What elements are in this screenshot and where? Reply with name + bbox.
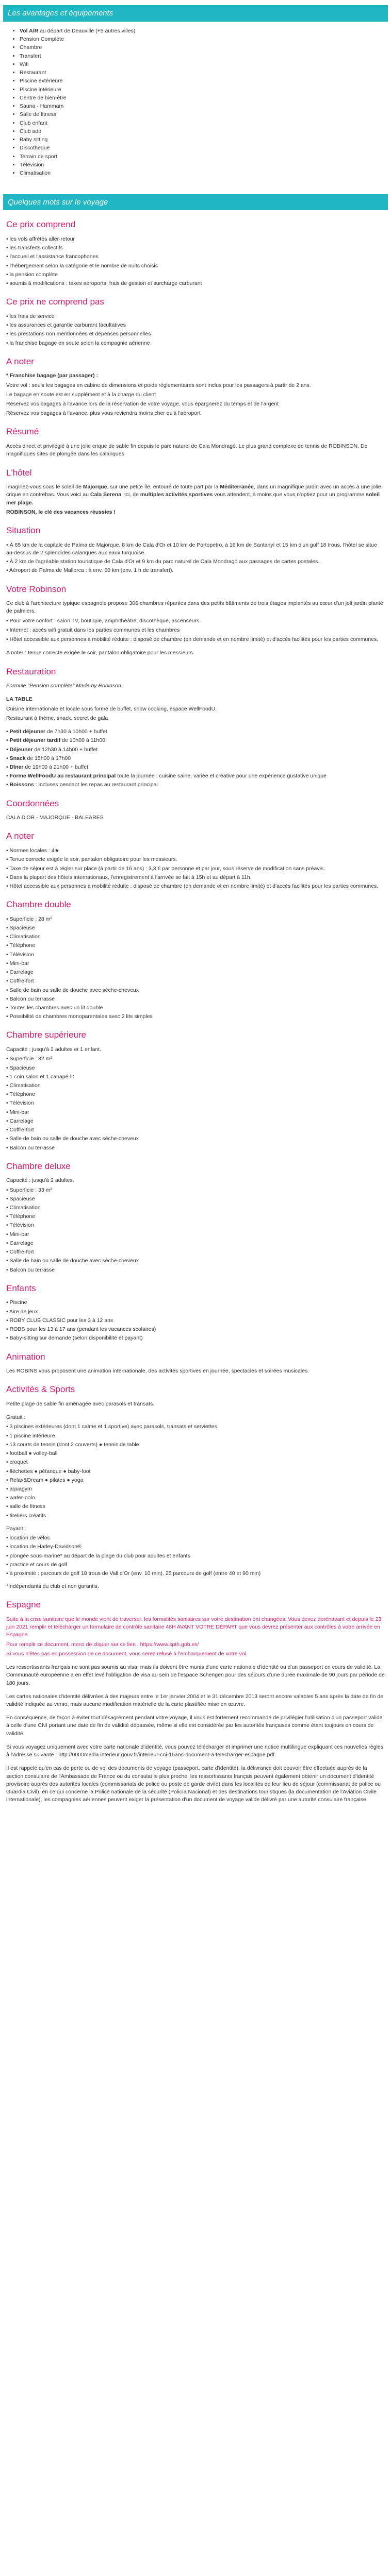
list-item: • tireliers créatifs — [6, 1512, 46, 1519]
amenity-item: • Wifi — [20, 60, 388, 69]
list-item: • Coffre-fort — [6, 1249, 34, 1256]
amenity-item: • Restaurant — [20, 69, 388, 77]
list-item: • Dans la plupart des hôtels internationaux, l'enregistrement à l'arrivée se fait à 15h et au départ à 11h. — [6, 874, 252, 880]
amenity-item: • Chambre — [20, 43, 388, 52]
list-item: • Salle de bain ou salle de douche avec sèche-cheveux — [6, 987, 139, 993]
list-item: • Télévision — [6, 1100, 34, 1107]
meal-item: • Petit déjeuner tardif de 10h00 à 11h00 — [6, 737, 106, 744]
meal-item: • Forme WellFoodU au restaurant principal toute la journée : cuisine saine, variée et créative pour une expérience gustative unique — [6, 773, 327, 779]
list-item: • Climatisation — [6, 934, 41, 940]
coordonnees-text: CALA D'OR - MAJORQUE - BALEARES — [6, 815, 104, 821]
list-item: • À 65 km de la capitale de Palma de Majorque, 8 km de Cala d'Or et 10 km de Portopetro, à 16 km de Santanyí et 15 km d'un golf 18 trous, l'hôtel se situe au-dessus de 2 splendides calanques aux eaux turquoise. — [6, 541, 377, 556]
list-item: • Coffre-fort — [6, 1127, 34, 1133]
section-title-espagne: Espagne — [6, 1600, 41, 1610]
section-title-animation: Animation — [6, 1351, 45, 1362]
list-item: • Spacieuse — [6, 925, 35, 931]
list-item: • location de vélos — [6, 1535, 50, 1541]
list-item: • À 2 km de l'agréable station touristique de Cala d'Or et 9 km du parc naturel de Cala Mondragó aux passages de cartes postales. — [6, 558, 320, 565]
list-item: • croquet — [6, 1459, 28, 1466]
list-item: • plongée sous-marine* au départ de la plage du club pour adultes et enfants — [6, 1552, 190, 1559]
meal-item: • Boissons : incluses pendant les repas au restaurant principal — [6, 782, 158, 788]
amenity-item: • Club enfant — [20, 119, 388, 127]
amenity-item: • Transfert — [20, 52, 388, 60]
list-item: • les prestations non mentionnées et dépenses personnelles — [6, 331, 151, 337]
chambre-deluxe-list: Capacité : jusqu'à 2 adultes. • Superficie : 33 m² • Spacieuse • Climatisation • Téléphone • Télévision • Mini-bar • Carrelage • Coffre-fort • Salle de bain ou salle de douche avec sèche-cheveux • Balcon ou terrasse — [3, 1177, 388, 1274]
section-title-situation: Situation — [6, 526, 41, 536]
list-item: • Normes locales : 4★ — [6, 848, 59, 854]
amenity-item: • Club ado — [20, 127, 388, 135]
amenity-item: • Piscine intérieure — [20, 86, 388, 94]
chambre-double-list — [3, 916, 388, 1021]
amenity-item: • Terrain de sport — [20, 152, 388, 161]
list-item: • Tenue correcte exigée le soir, pantalon obligatoire pour les messieurs. — [6, 856, 177, 863]
meal-item: • Petit déjeuner de 7h30 à 10h00 + buffet — [6, 728, 107, 735]
chambre-superieure-list: Capacité : jusqu'à 2 adultes et 1 enfant. • Superficie : 32 m² • Spacieuse • 1 coin salon et 1 canapé-lit • Climatisation • Téléphone • Télévision • Mini-bar • Carrelage • Coffre-fort • Salle de bain ou salle de douche avec sèche-cheveux • Balcon ou terrasse — [3, 1046, 388, 1152]
list-item: • Téléphone — [6, 1091, 36, 1098]
list-item: • water-polo — [6, 1495, 35, 1501]
list-item: • 13 courts de tennis (dont 2 couverts) ● tennis de table — [6, 1441, 139, 1448]
restauration-text: Formule "Pension complète" Made by Robinson LA TABLE Cuisine internationale et locale sous forme de buffet, show cooking, espace WellFoodU. Restaurant à thème, snack, secret de gala • Petit déjeuner de 7h30 à 10h00 + buffet • Petit déjeuner tardif de 10h00 à 11h00 • Déjeuner de 12h30 à 14h00 + buffet • Snack de 15h00 à 17h00 • Dîner de 19h00 à 21h00 + buffet • Forme WellFoodU au restaurant principal toute la journée : cuisine saine, variée et créative pour une expérience gustative unique • Boissons : incluses pendant les repas au restaurant principal — [3, 682, 388, 789]
list-item: • Hôtel accessible aux personnes à mobilité réduite : disposé de chambre (en demande et en nombre limité) et d'accès facilités pour les parties communes. — [6, 883, 379, 889]
list-item: • fléchettes ● pétanque ● baby-foot — [6, 1468, 91, 1475]
list-item: • Téléphone — [6, 942, 36, 949]
franchise-bagage-label: * Franchise bagage (par passager) : — [6, 372, 98, 379]
list-item: • 1 coin salon et 1 canapé-lit — [6, 1073, 74, 1080]
list-item: • soumis à modifications : taxes aéroports, frais de gestion et surcharge carburant — [6, 280, 202, 287]
list-item: • Carrelage — [6, 1240, 34, 1246]
list-item: • Salle de bain ou salle de douche avec sèche-cheveux — [6, 1136, 139, 1142]
animation-text: Les ROBINS vous proposent une animation internationale, des activités sportives en journée, spectacles et soirées musicales. — [6, 1368, 309, 1375]
a-noter-bagage — [3, 372, 388, 417]
paragraph: Le bagage en soute est en supplément et à la charge du client — [6, 391, 156, 398]
list-item: • Baby-sitting sur demande (selon disponibilité et payant) — [6, 1335, 143, 1342]
a-noter-list — [3, 847, 388, 890]
sanitary-link[interactable]: Pour remplir ce document, merci de cliquer sur ce lien : https://www.spth.gob.es/ — [6, 1641, 199, 1648]
meal-item: • Snack de 15h00 à 17h00 — [6, 755, 71, 761]
list-item: • les frais de service — [6, 313, 55, 319]
list-item: • Balcon ou terrasse — [6, 1266, 55, 1273]
list-item: • Piscine — [6, 1299, 27, 1306]
section-title-activites: Activités & Sports — [6, 1384, 75, 1395]
espagne-text: Suite à la crise sanitaire que le monde vient de traverser, les formalités sanitaires sur votre destination ont changées. Vous devez dorénavant et depuis le 23 juin 2021 remplir et télécharger un formulaire de contrôle sanitaire 48H AVANT VOTRE DÉPART que vous devrez présenter aux contrôles à votre arrivée en Espagne. Pour remplir ce document, merci de cliquer sur ce lien : https://www.spth.gob.es/ Si vous n'êtes pas en possession de ce document, vous serez refusé à l'embarquement de votre vol. Les ressortissants français ne sont pas soumis au visa, mais ils doivent être munis d'une carte nationale d'identité ou d'un passeport en cours de validité. La Communauté européenne a en effet levé l'obligation de visa au sein de l'espace Schengen pour des séjours d'une durée maximale de 90 jours par période de 180 jours. Les cartes nationales d'identité délivrées à des majeurs entre le 1er janvier 2004 et le 31 décembre 2013 seront encore valables 5 ans après la date de fin de validité indiquée au verso, mais aucune modification matérielle de la carte plastifiée mise en œuvre. En conséquence, de façon à éviter tout désagrément pendant votre voyage, il vous est fortement recommandé de privilégier l'utilisation d'un passeport valide à celle d'une CNI portant une date de fin de validité dépassée, même si elle est considérée par les autorités françaises comme étant toujours en cours de validité. Si vous voyagez uniquement avec votre carte nationale d'identité, vous pouvez télécharger et imprimer une notice multilingue expliquant ces nouvelles règles à l'adresse suivante : http://0000media.interieur.gouv.fr/interieur-cni-15ans-document-a-telecharger-espagne.pdf Il est rappelé qu'en cas de perte ou de vol des documents de voyage (passeport, carte d'identité), la délivrance doit pouvoir être effectuée auprès de la section consulaire de l'Ambassade de France ou du consulat le plus proche, les ressortissants français peuvent également obtenir un document d'identité provisoire auprès des autorités locales (commissariats de police ou poste de garde civile) dans les localités de leur lieu de séjour (commissariat de police ou Guardia Civil), en ce qui concerne la Police nationale de la sécurité (Policía Nacional) et des destinations touristiques (la documentation de l'Aviation Civile internationale), les compagnies aériennes peuvent exiger la présentation d'un document de voyage valide délivré par une autorité consulaire française. — [6, 1616, 385, 1803]
list-item: • Relax&Dream ● pilates ● yoga — [6, 1477, 84, 1483]
section-title-a-noter-2: A noter — [6, 831, 34, 841]
list-item: • l'accueil et l'assistance francophones — [6, 253, 99, 260]
amenities-list — [3, 22, 388, 183]
amenity-item: • Piscine extérieure — [20, 77, 388, 85]
list-item: • Mini-bar — [6, 960, 29, 967]
list-item: • Aéroport de Palma de Mallorca : à env. 60 km (env. 1 h de transfert). — [6, 567, 174, 574]
list-item: • Balcon ou terrasse — [6, 1144, 55, 1151]
list-item: • ROBS pour les 13 à 17 ans (pendant les vacances scolaires) — [6, 1326, 156, 1333]
list-item: • ROBY CLUB CLASSIC pour les 3 à 12 ans — [6, 1317, 113, 1324]
resume-text: Accès direct et privilégié à une jolie crique de sable fin depuis le parc naturel de Cala Mondragó. Le plus grand complexe de tennis de ROBINSON. De magnifiques sites de plongée dans les calanques — [6, 443, 368, 457]
paragraph: Réservez vos bagages à l'avance lors de la réservation de votre voyage, vous épargnerez du temps et de l'argent — [6, 401, 279, 408]
trip-info-banner: Quelques mots sur le voyage — [3, 194, 388, 211]
section-title-coordonnees: Coordonnées — [6, 798, 59, 808]
meal-item: • Dîner de 19h00 à 21h00 + buffet — [6, 764, 89, 770]
list-item: • location de Harley-Davidson® — [6, 1544, 82, 1550]
list-item: • Mini-bar — [6, 1109, 29, 1115]
paragraph: Réservez vos bagages à l'avance, plus vous reviendra moins cher qu'à l'aéroport — [6, 410, 201, 417]
list-item: • 1 piscine intérieure — [6, 1432, 55, 1439]
ne-comprend-pas-list — [3, 313, 388, 347]
list-item: • Spacieuse — [6, 1195, 35, 1202]
section-title-ne-comprend-pas: Ce prix ne comprend pas — [6, 297, 104, 307]
section-title-chambre-superieure: Chambre supérieure — [6, 1030, 86, 1040]
list-item: • les vols affrétés aller-retour — [6, 235, 75, 242]
list-item: • football ● volley-ball — [6, 1450, 58, 1457]
list-item: • Carrelage — [6, 1117, 34, 1124]
list-item: • Climatisation — [6, 1205, 41, 1211]
list-item: • aquagym — [6, 1485, 32, 1492]
meal-item: • Déjeuner de 12h30 à 14h00 + buffet — [6, 746, 98, 753]
section-title-ce-prix-comprend: Ce prix comprend — [6, 219, 76, 230]
section-title-chambre-double: Chambre double — [6, 900, 71, 910]
amenity-item: • Climatisation — [20, 169, 388, 177]
ce-prix-comprend-list — [3, 235, 388, 287]
list-item: • les assurances et garantie carburant facultatives — [6, 322, 126, 329]
list-item: • Aire de jeux — [6, 1308, 38, 1315]
amenity-item: • Salle de fitness — [20, 110, 388, 118]
list-item: • Coffre-fort — [6, 978, 34, 985]
section-title-resume: Résumé — [6, 427, 39, 437]
list-item: • Téléphone — [6, 1213, 36, 1220]
list-item: • Superficie : 28 m² — [6, 916, 52, 922]
list-item: • 3 piscines extérieures (dont 1 calme et 1 sportive) avec parasols, transats et serviettes — [6, 1423, 217, 1430]
amenity-item: • Vol A/R au départ de Deauville (+5 autres villes) — [20, 27, 388, 35]
list-item: • Possibilité de chambres monoparentales avec 2 lits simples — [6, 1013, 153, 1020]
list-item: • l'hébergement selon la catégorie et le nombre de nuits choisis — [6, 262, 158, 269]
list-item: • Balcon ou terrasse — [6, 995, 55, 1002]
list-item: • Taxe de séjour est à régler sur place (à partir de 16 ans) : 3,3 € par personne et par jour, sous réserve de modification sans préavis. — [6, 865, 325, 872]
sanitary-notice: Suite à la crise sanitaire que le monde vient de traverser, les formalités sanitaires sur votre destination ont changées. Vous devez dorénavant et depuis le 23 juin 2021 remplir et télécharger un formulaire de contrôle sanitaire 48H AVANT VOTRE DÉPART que vous devrez présenter aux contrôles à votre arrivée en Espagne. — [6, 1616, 382, 1638]
amenity-item: • Pension Complète — [20, 35, 388, 43]
amenity-item: • Télévision — [20, 161, 388, 169]
advantages-banner: Les avantages et équipements — [3, 5, 388, 22]
paragraph: Votre vol : seuls les bagages en cabine de dimensions et poids réglementaires sont inclus pour les passagers à partir de 2 ans. — [6, 382, 311, 388]
amenity-item: • Baby sitting — [20, 135, 388, 144]
list-item: • Toutes les chambres avec un lit double — [6, 1005, 103, 1011]
list-item: • à proximité : parcours de golf 18 trous de Vall d'Or (env. 10 min), 25 parcours de golf (entre 40 et 90 min) — [6, 1570, 261, 1577]
list-item: • Salle de bain ou salle de douche avec sèche-cheveux — [6, 1258, 139, 1264]
list-item: • Climatisation — [6, 1082, 41, 1089]
activites-text: Petite plage de sable fin aménagée avec parasols et transats. Gratuit : • 3 piscines extérieures (dont 1 calme et 1 sportive) avec parasols, transats et serviettes • 1 piscine intérieure • 13 courts de tennis (dont 2 couverts) ● tennis de table • football ● volley-ball • croquet • fléchettes ● pétanque ● baby-foot • Relax&Dream ● pilates ● yoga • aquagym • water-polo • salle de fitness • tireliers créatifs Payant : • location de vélos • location de Harley-Davidson® • plongée sous-marine* au départ de la plage du club pour adultes et enfants • practice et cours de golf • à proximité : parcours de golf 18 trous de Vall d'Or (env. 10 min), 25 parcours de golf (entre 40 et 90 min) *Indépendants du club et non garantis. — [3, 1400, 388, 1590]
enfants-list — [3, 1299, 388, 1342]
list-item: • Superficie : 33 m² — [6, 1187, 52, 1193]
section-title-a-noter: A noter — [6, 356, 34, 366]
list-item: • les transferts collectifs — [6, 245, 63, 251]
section-title-restauration: Restauration — [6, 666, 56, 676]
list-item: • la pension complète — [6, 271, 58, 278]
list-item: • Spacieuse — [6, 1064, 35, 1071]
section-title-chambre-deluxe: Chambre deluxe — [6, 1161, 71, 1171]
list-item: • Superficie : 32 m² — [6, 1056, 52, 1062]
amenity-item: • Centre de bien-être — [20, 94, 388, 102]
list-item: • la franchise bagage en soute selon la compagnie aérienne — [6, 340, 150, 346]
amenity-item: • Sauna - Hammam — [20, 102, 388, 110]
list-item: • Télévision — [6, 1222, 34, 1229]
section-title-votre-robinson: Votre Robinson — [6, 584, 67, 594]
amenity-item: • Discothèque — [20, 144, 388, 152]
votre-robinson-text: Ce club à l'architecture typique espagnole propose 306 chambres réparties dans des petits bâtiments de trois étages implantés au cœur d'un joli jardin planté de palmiers. • Pour votre confort : salon TV, boutique, amphithéâtre, discothèque, ascenseurs. • Internet : accès wifi gratuit dans les parties communes et les chambres • Hôtel accessible aux personnes à mobilité réduite : disposé de chambre (en demande et en nombre limité) et d'accès facilités pour les parties communes. A noter : tenue correcte exigée le soir, pantalon obligatoire pour les messieurs. — [6, 600, 383, 656]
list-item: • Mini-bar — [6, 1231, 29, 1238]
list-item: • salle de fitness — [6, 1503, 46, 1510]
hotel-description: Imaginez-vous sous le soleil de Majorque, sur une petite île, entouré de toute part par la Méditerranée, dans un magnifique jardin avec un accès à une jolie crique en contrebas. Vous voici au Cala Serena. Ici, de multiples activités sportives vous attendent, à moins que vous n'optiez pour un programme soleil mer plage. ROBINSON, le clé des vacances réussies ! — [6, 484, 381, 515]
list-item: • practice et cours de golf — [6, 1561, 68, 1568]
list-item: • Carrelage — [6, 969, 34, 976]
section-title-hotel: L'hôtel — [6, 467, 32, 478]
list-item: • Télévision — [6, 951, 34, 958]
section-title-enfants: Enfants — [6, 1283, 36, 1293]
situation-list — [3, 541, 388, 575]
